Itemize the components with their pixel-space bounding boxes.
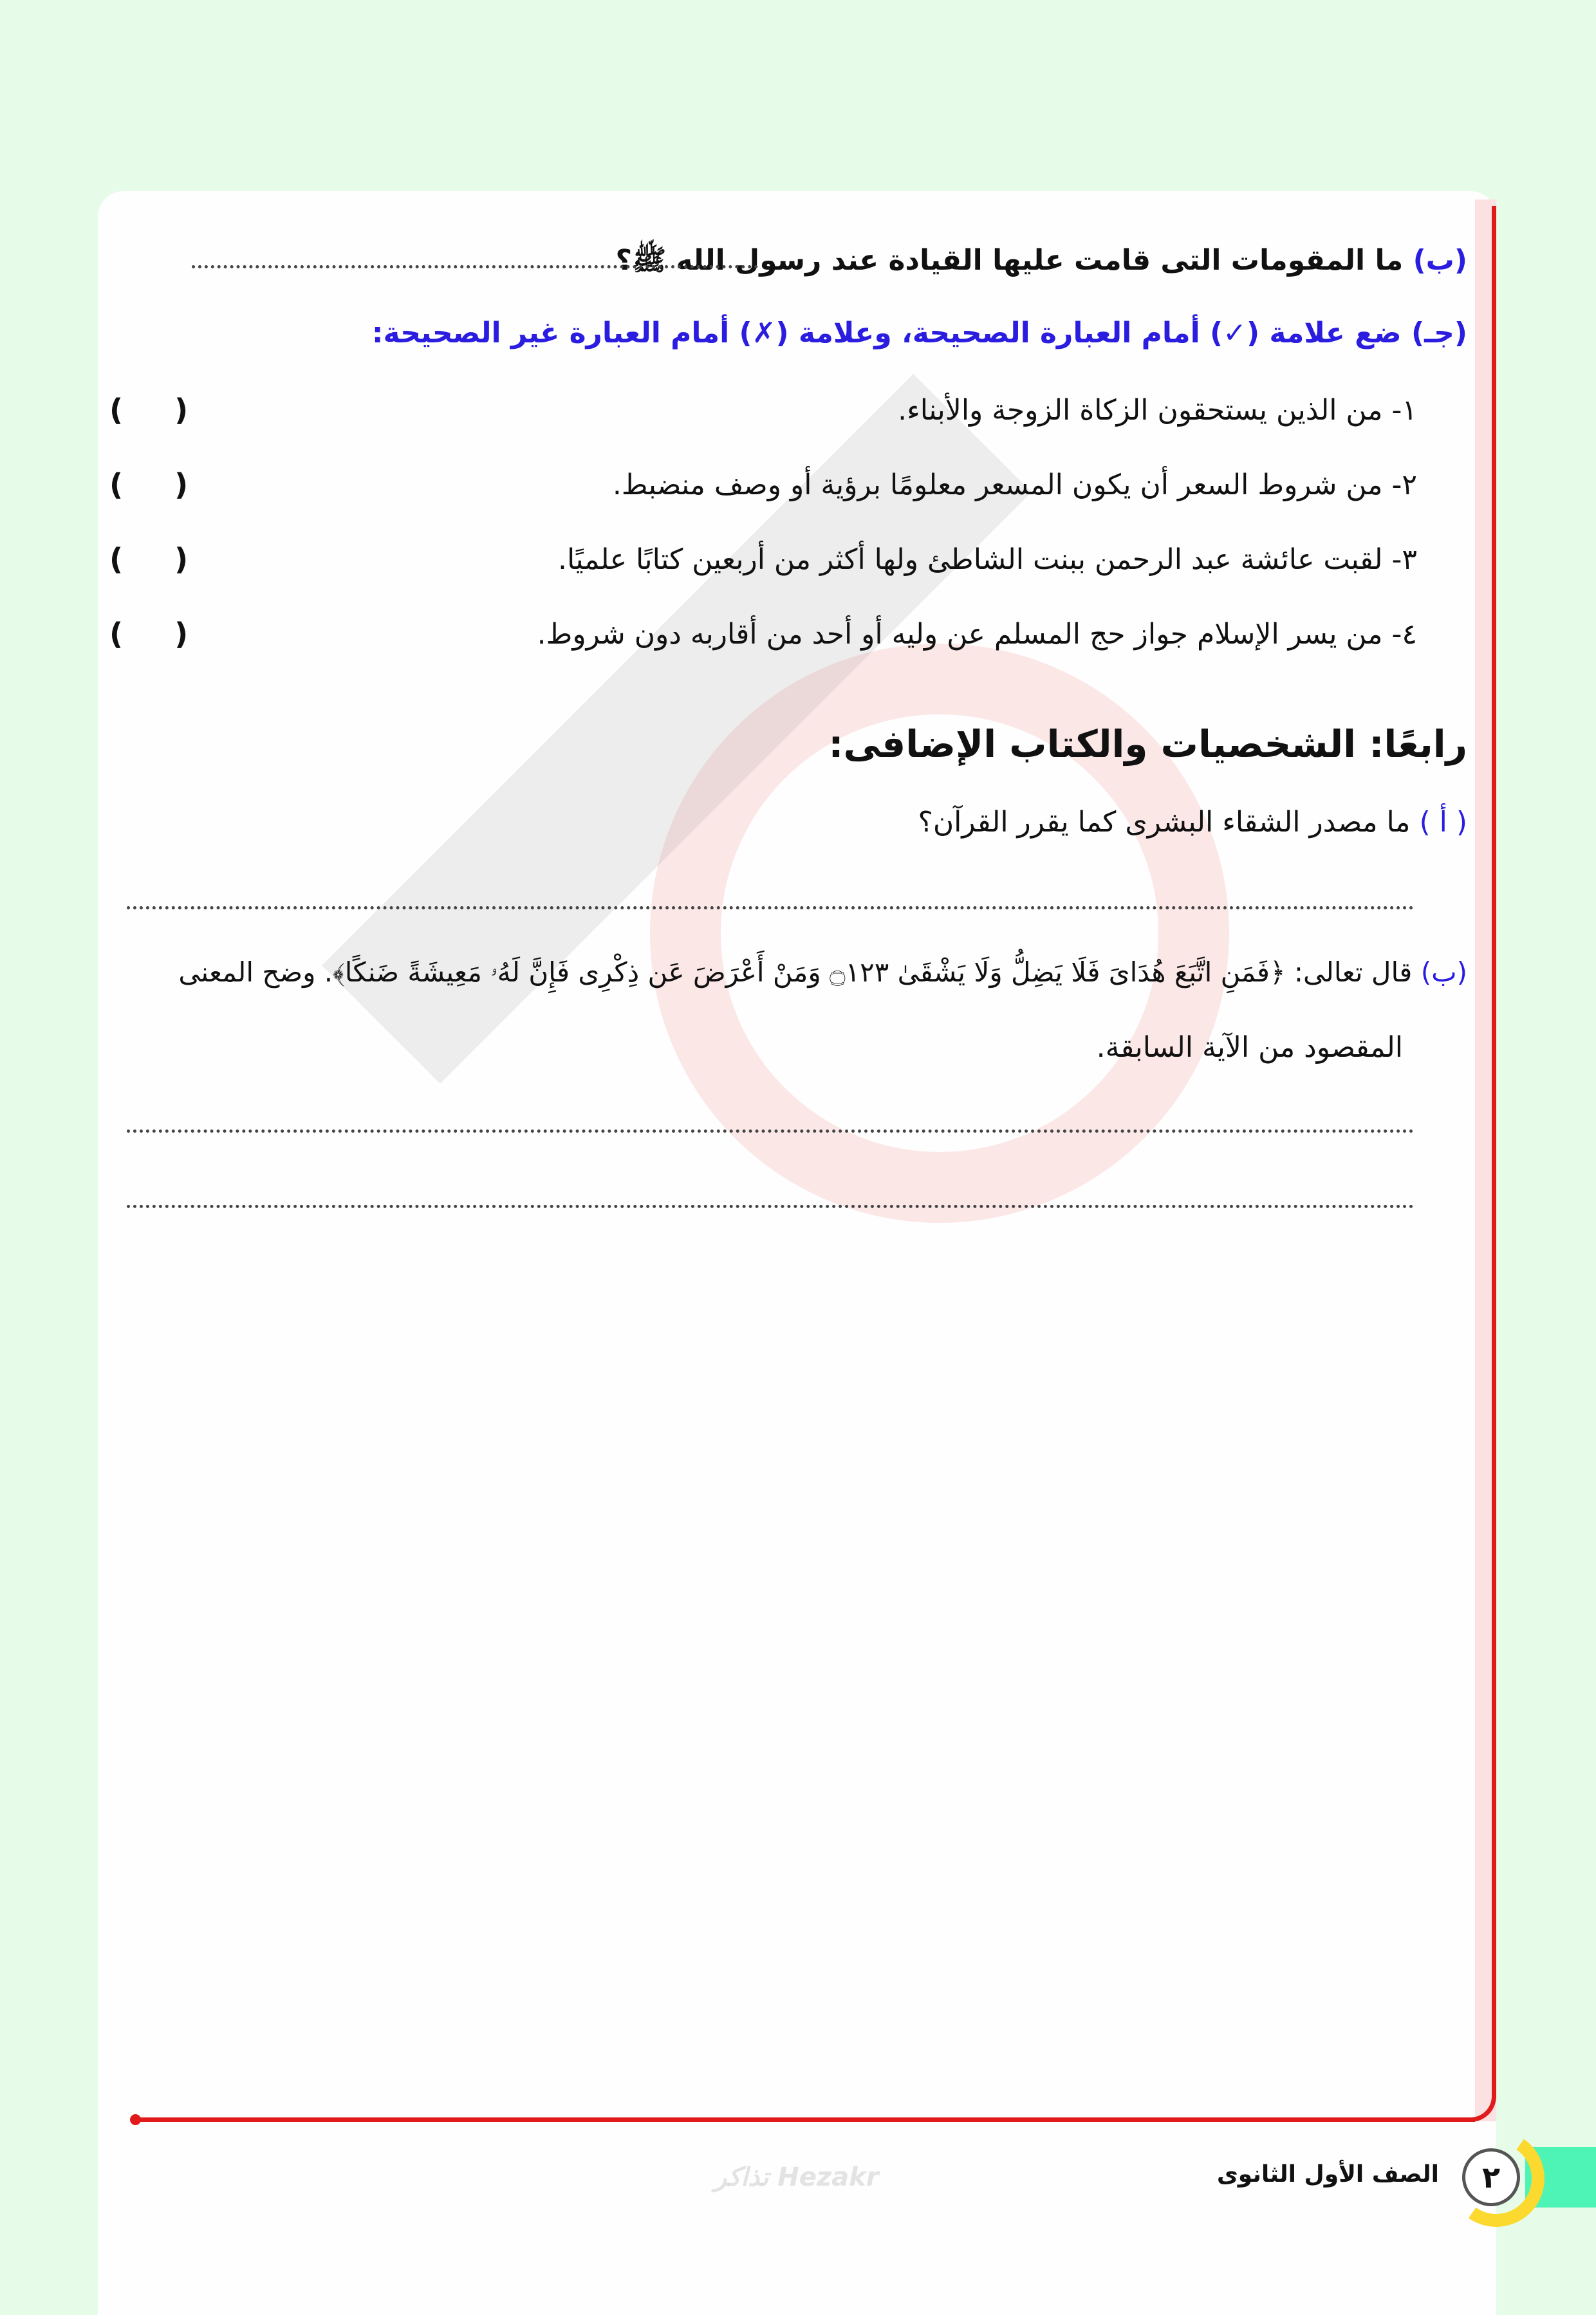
answer-line[interactable]	[127, 1205, 1414, 1208]
question-b	[615, 243, 1467, 284]
statement-3: ٣- لقبت عائشة عبد الرحمن ببنت الشاطئ ولها أكثر من أربعين كتابًا علميًا.	[558, 543, 1417, 576]
question-a	[918, 806, 1467, 839]
answer-line[interactable]	[127, 1130, 1414, 1133]
answer-box-3[interactable]: ( )	[109, 542, 189, 577]
statement-4: ٤- من يسر الإسلام جواز حج المسلم عن وليه أو أحد من أقاربه دون شروط.	[537, 618, 1417, 651]
statement-1: ١- من الذين يستحقون الزكاة الزوجة والأبناء.	[898, 394, 1417, 427]
answer-line[interactable]	[127, 906, 1414, 909]
statement-2: ٢- من شروط السعر أن يكون المسعر معلومًا برؤية أو وصف منضبط.	[612, 469, 1417, 501]
answer-line[interactable]	[192, 265, 758, 268]
red-dot	[130, 2114, 141, 2125]
red-border-right	[1492, 206, 1496, 2098]
section-label: (جـ)	[1411, 317, 1467, 349]
section-c-instruction	[372, 317, 1467, 349]
question-text: ما مصدر الشقاء البشرى كما يقرر القرآن؟	[918, 806, 1411, 839]
question-b-continuation: المقصود من الآية السابقة.	[1096, 1031, 1403, 1064]
question-label: (ب)	[1413, 244, 1467, 277]
question-label: ( أ )	[1419, 806, 1467, 839]
instruction-text: ضع علامة (✓) أمام العبارة الصحيحة، وعلامة (✗) أمام العبارة غير الصحيحة:	[371, 317, 1402, 349]
question-b-verse	[178, 956, 1467, 989]
red-border-bottom	[136, 2117, 1475, 2122]
grade-label: الصف الأول الثانوى	[1216, 2161, 1439, 2188]
question-text: ما المقومات التى قامت عليها القيادة عند رسول الله ﷺ؟	[615, 244, 1404, 277]
answer-box-4[interactable]: ( )	[109, 617, 189, 651]
question-text: قال تعالى: ﴿فَمَنِ اتَّبَعَ هُدَاىَ فَلَا يَضِلُّ وَلَا يَشْقَىٰ ۝١٢٣ وَمَنْ أَعْرَضَ عَن ذِكْرِى فَإِنَّ لَهُۥ مَعِيشَةً ضَنكًا﴾. وضح المعنى	[178, 956, 1413, 988]
answer-box-1[interactable]: ( )	[109, 393, 189, 427]
answer-box-2[interactable]: ( )	[109, 467, 189, 502]
section-heading: رابعًا: الشخصيات والكتاب الإضافى:	[828, 722, 1467, 766]
question-label: (ب)	[1420, 956, 1467, 988]
page-number: ٢	[1462, 2148, 1520, 2206]
watermark-logo: تذاكر Hezakr	[714, 2162, 879, 2192]
